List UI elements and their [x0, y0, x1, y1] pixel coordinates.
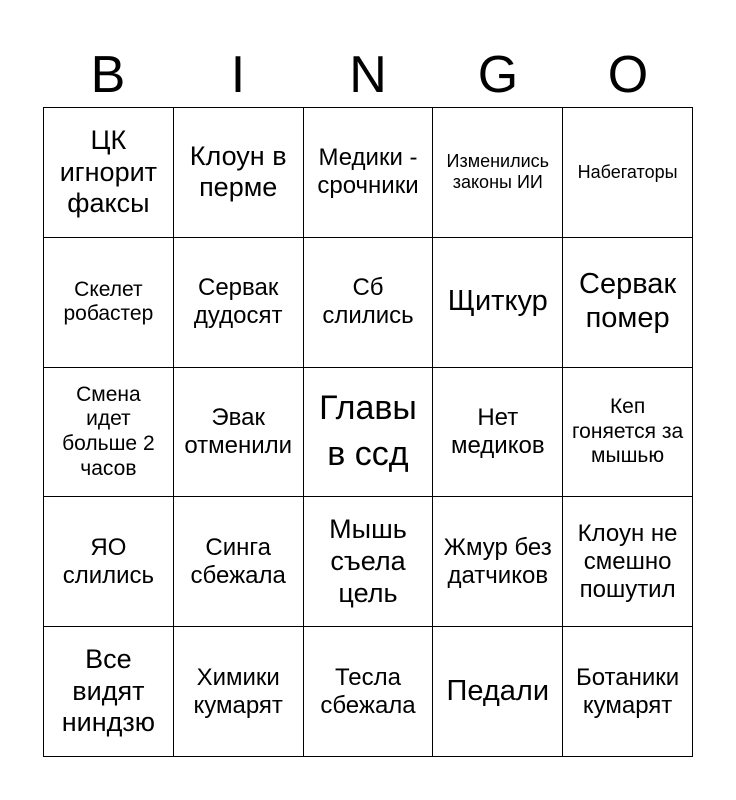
- header-letter-i: I: [230, 46, 246, 104]
- cell-text: Медики - срочники: [317, 144, 419, 200]
- bingo-grid: [43, 107, 693, 757]
- bingo-cell[interactable]: [44, 368, 174, 498]
- header-letter-o: O: [607, 46, 649, 104]
- bingo-cell[interactable]: [304, 108, 434, 238]
- cell-text: Сб слились: [322, 274, 414, 330]
- bingo-cell[interactable]: [304, 627, 434, 757]
- cell-text: Смена идет больше 2 часов: [62, 382, 155, 480]
- bingo-cell[interactable]: [304, 497, 434, 627]
- cell-text: Главы в ссд: [319, 389, 417, 473]
- cell-text: Ботаники кумарят: [575, 663, 680, 719]
- bingo-cell[interactable]: [563, 238, 693, 368]
- cell-text: Щиткур: [447, 285, 548, 318]
- cell-text: ЯО слились: [62, 533, 155, 589]
- cell-text: Педали: [446, 674, 550, 707]
- bingo-cell[interactable]: [304, 238, 434, 368]
- cell-text: Скелет робастер: [63, 277, 154, 326]
- bingo-cell[interactable]: [433, 627, 563, 757]
- bingo-cell[interactable]: [174, 497, 304, 627]
- bingo-cell[interactable]: [44, 108, 174, 238]
- cell-text: Синга сбежала: [190, 533, 286, 589]
- cell-text: ЦК игнорит факсы: [59, 125, 158, 219]
- bingo-cell[interactable]: [563, 627, 693, 757]
- cell-text: Сервак дудосят: [193, 274, 283, 330]
- bingo-cell[interactable]: [174, 108, 304, 238]
- bingo-cell[interactable]: [44, 627, 174, 757]
- header-letter-b: B: [90, 46, 126, 104]
- cell-text: Клоун не смешно пошутил: [577, 519, 678, 603]
- cell-text: Тесла сбежала: [320, 663, 416, 719]
- bingo-header: [43, 42, 693, 108]
- bingo-cell[interactable]: [563, 108, 693, 238]
- bingo-cell[interactable]: [433, 497, 563, 627]
- header-letter-n: N: [349, 46, 387, 104]
- cell-text: Набегаторы: [577, 161, 678, 182]
- bingo-cell[interactable]: [174, 238, 304, 368]
- bingo-cell[interactable]: [433, 368, 563, 498]
- cell-text: Жмур без датчиков: [443, 533, 552, 589]
- cell-text: Изменились законы ИИ: [446, 151, 550, 193]
- header-letter-g: G: [477, 46, 519, 104]
- bingo-cell[interactable]: [433, 238, 563, 368]
- bingo-cell[interactable]: [44, 497, 174, 627]
- bingo-cell[interactable]: [174, 368, 304, 498]
- bingo-cell[interactable]: [433, 108, 563, 238]
- cell-text: Клоун в перме: [189, 140, 287, 203]
- cell-text: Нет медиков: [450, 403, 545, 459]
- cell-text: Кеп гоняется за мышью: [571, 395, 684, 468]
- cell-text: Сервак помер: [579, 268, 677, 335]
- bingo-cell[interactable]: [174, 627, 304, 757]
- cell-text: Все видят ниндзю: [61, 644, 156, 738]
- cell-text: Эвак отменили: [184, 403, 293, 459]
- cell-text: Мышь съела цель: [329, 514, 407, 608]
- bingo-cell[interactable]: [563, 368, 693, 498]
- bingo-cell[interactable]: [304, 368, 434, 498]
- cell-text: Химики кумарят: [193, 663, 283, 719]
- bingo-cell[interactable]: [563, 497, 693, 627]
- bingo-cell[interactable]: [44, 238, 174, 368]
